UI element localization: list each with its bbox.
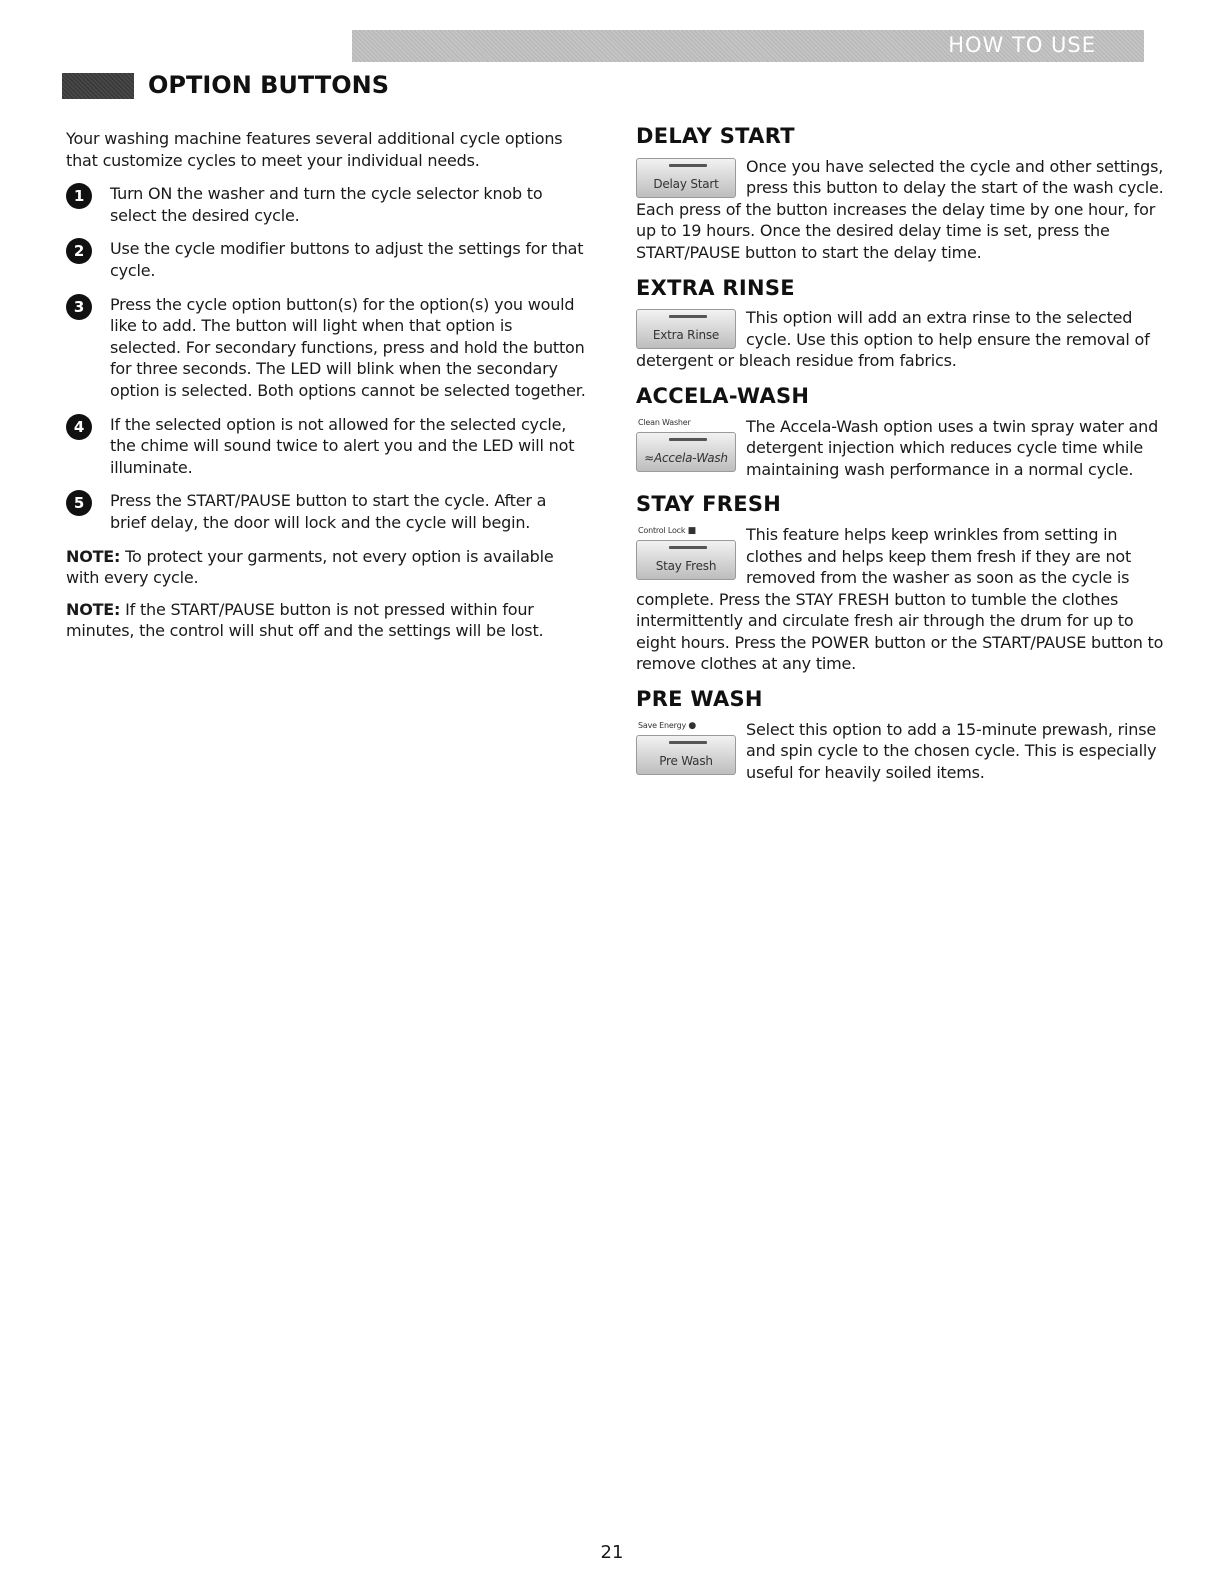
button-label: ≈Accela-Wash <box>644 450 728 465</box>
button-illustration <box>636 158 736 198</box>
led-indicator-icon <box>669 741 707 744</box>
note <box>66 546 586 589</box>
step-number-badge: 3 <box>66 294 92 320</box>
option-title: EXTRA RINSE <box>636 275 795 300</box>
secondary-function-text: Control Lock <box>638 525 686 535</box>
right-column <box>636 126 1166 797</box>
option-description: The Accela-Wash option uses a twin spray water and detergent injection which reduces cycle time while maintaining wash performance in a normal cycle. <box>746 416 1159 479</box>
button-label: Delay Start <box>653 176 719 191</box>
option-stay-fresh <box>636 494 1166 675</box>
option-extra-rinse <box>636 275 1166 372</box>
option-title: STAY FRESH <box>636 492 782 517</box>
note-text: If the START/PAUSE button is not pressed within four minutes, the control will shut off and the settings will be lost. <box>66 599 544 641</box>
option-title: DELAY START <box>636 124 795 148</box>
delay-start-button-image <box>636 158 736 198</box>
section-marker <box>62 73 134 99</box>
option-description: This option will add an extra rinse to the selected cycle. Use this option to help ensure the removal of detergent or bleach residue from fabrics. <box>636 308 1150 371</box>
option-accela-wash <box>636 383 1166 480</box>
step-item <box>66 294 586 402</box>
option-delay-start <box>636 126 1166 264</box>
step-number-badge: 5 <box>66 490 92 516</box>
step-item <box>66 414 586 479</box>
step-item <box>66 490 586 533</box>
step-number-badge: 4 <box>66 414 92 440</box>
button-label: Pre Wash <box>659 753 713 768</box>
left-column <box>66 128 586 652</box>
note-label: NOTE: <box>66 546 121 566</box>
step-item <box>66 183 586 226</box>
note-text: To protect your garments, not every option is available with every cycle. <box>66 546 554 588</box>
button-illustration <box>636 418 736 472</box>
button-illustration <box>636 309 736 349</box>
intro-text: Your washing machine features several additional cycle options that customize cycles to meet your individual needs. <box>66 129 563 170</box>
step-text: Press the cycle option button(s) for the option(s) you would like to add. The button will light when that option is selected. For secondary functions, press and hold the button for three seconds. The LED will blink when the secondary option is selected. Both options cannot be selected together. <box>110 294 586 400</box>
button-label: Extra Rinse <box>652 328 720 343</box>
step-item <box>66 238 586 281</box>
option-pre-wash <box>636 689 1166 783</box>
option-title: ACCELA-WASH <box>636 383 810 408</box>
step-number-badge: 2 <box>66 238 92 264</box>
extra-rinse-button-image <box>636 309 736 349</box>
secondary-function-label <box>636 526 736 536</box>
note <box>66 599 586 642</box>
button-illustration <box>636 721 736 775</box>
step-text: If the selected option is not allowed for the selected cycle, the chime will sound twice to alert you and the LED will not illuminate. <box>110 414 575 477</box>
page-number: 21 <box>600 1542 624 1563</box>
step-text: Turn ON the washer and turn the cycle selector knob to select the desired cycle. <box>110 184 543 225</box>
step-text: Press the START/PAUSE button to start the cycle. After a brief delay, the door will lock and the cycle will begin. <box>110 491 547 532</box>
button-illustration <box>636 526 736 580</box>
header-tab-label: HOW TO USE <box>948 33 1096 57</box>
led-indicator-icon <box>669 315 707 318</box>
section-title: OPTION BUTTONS <box>148 71 389 99</box>
step-number-badge: 1 <box>66 183 92 209</box>
stay-fresh-button-image <box>636 540 736 580</box>
led-indicator-icon <box>669 438 707 441</box>
accela-wash-button-image <box>636 432 736 472</box>
option-description: Select this option to add a 15-minute prewash, rinse and spin cycle to the chosen cycle. This is especially useful for heavily soiled items. <box>746 719 1157 782</box>
led-indicator-icon <box>669 164 707 167</box>
secondary-function-label <box>636 721 736 731</box>
secondary-function-label: Clean Washer <box>638 417 691 427</box>
leaf-icon: ● <box>688 720 696 731</box>
lock-icon: ■ <box>687 525 696 536</box>
option-title: PRE WASH <box>636 687 763 712</box>
led-indicator-icon <box>669 546 707 549</box>
option-description: This feature helps keep wrinkles from setting in clothes and helps keep them fresh if they are not removed from the washer as soon as the cycle is complete. Press the STAY FRESH button to tumble the clothes intermittently and circulate fresh air through the drum for up to eight hours. Press the POWER button or the START/PAUSE button to remove clothes at any time. <box>636 524 1164 674</box>
secondary-function-text: Save Energy <box>638 720 686 730</box>
header-bar <box>352 30 1144 62</box>
note-label: NOTE: <box>66 599 121 619</box>
pre-wash-button-image <box>636 735 736 775</box>
button-label: Stay Fresh <box>655 558 717 573</box>
option-description: Once you have selected the cycle and other settings, press this button to delay the start of the wash cycle. Each press of the button increases the delay time by one hour, for up to 19 hours. Once the desired delay time is set, press the START/PAUSE button to start the delay time. <box>636 156 1164 262</box>
step-text: Use the cycle modifier buttons to adjust the settings for that cycle. <box>110 239 584 280</box>
